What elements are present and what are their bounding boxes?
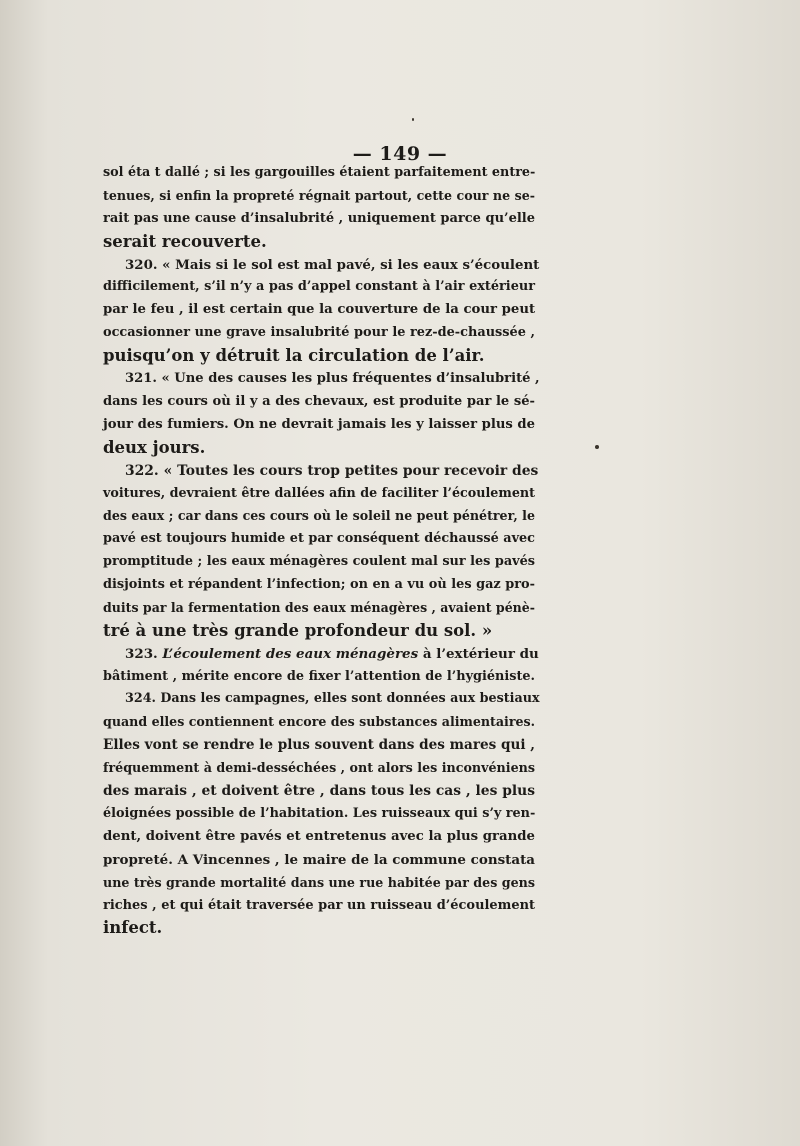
paragraph-321-first-line: 321. « Une des causes les plus fréquentes d’insalubrité , — [125, 371, 540, 387]
text-line: une très grande mortalité dans une rue habitée par des gens — [103, 874, 535, 890]
paragraph-320-first-line: 320. « Mais si le sol est mal pavé, si les eaux s’écoulent — [125, 256, 540, 273]
text-line: dans les cours où il y a des chevaux, est produite par le sé- — [103, 393, 535, 409]
text-line: Elles vont se rendre le plus souvent dans des mares qui , — [103, 737, 535, 754]
text-line: des eaux ; car dans ces cours où le soleil ne peut pénétrer, le — [103, 508, 535, 524]
paragraph-324-first-line: 324. Dans les campagnes, elles sont données aux bestiaux — [125, 691, 540, 707]
text-line: quand elles contiennent encore des substances alimentaires. — [103, 714, 535, 730]
text-line: propreté. A Vincennes , le maire de la commune constata — [103, 851, 535, 868]
text-line: deux jours. — [103, 437, 206, 457]
paragraph-322-first-line: 322. « Toutes les cours trop petites pour recevoir des — [125, 462, 539, 479]
text-line: pavé est toujours humide et par conséquent déchaussé avec — [103, 531, 535, 547]
text-line: occasionner une grave insalubrité pour le rez-de-chaussée , — [103, 325, 535, 341]
text-line: fréquemment à demi-desséchées , ont alors les inconvéniens — [103, 760, 535, 776]
text-line: éloignées possible de l’habitation. Les ruisseaux qui s’y ren- — [103, 805, 536, 821]
text-line: sol éta t dallé ; si les gargouilles étaient parfaitement entre- — [103, 165, 536, 180]
text-line: jour des fumiers. On ne devrait jamais les y laisser plus de — [103, 416, 535, 432]
italic-phrase: L’écoulement des eaux ménagères — [162, 645, 419, 662]
body-text — [103, 162, 540, 940]
text-line: par le feu , il est certain que la couverture de la cour peut — [103, 302, 536, 318]
text-line: tenues, si enfin la propreté régnait partout, cette cour ne se- — [103, 187, 535, 203]
paragraph-323-first-line — [103, 643, 539, 666]
paragraph-number: 323. — [125, 645, 158, 662]
text-line: rait pas une cause d’insalubrité , uniquement parce qu’elle — [103, 210, 535, 226]
text-line: infect. — [103, 918, 163, 938]
text-line: duits par la fermentation des eaux ménagères , avaient pénè- — [103, 599, 535, 615]
text-line: serait recouverte. — [103, 231, 267, 251]
line-ending: à l’extérieur du — [422, 645, 539, 662]
text-line: riches , et qui était traversée par un ruisseau d’écoulement — [103, 897, 535, 913]
ink-spot — [595, 445, 599, 449]
text-line: difficilement, s’il n’y a pas d’appel constant à l’air extérieur — [103, 279, 535, 295]
text-line: bâtiment , mérite encore de fixer l’attention de l’hygiéniste. — [103, 668, 535, 684]
text-line: puisqu’on y détruit la circulation de l’air. — [103, 346, 485, 366]
text-line: tré à une très grande profondeur du sol. » — [103, 620, 493, 640]
text-line: voitures, devraient être dallées afin de faciliter l’écoulement — [103, 485, 535, 501]
text-line: promptitude ; les eaux ménagères coulent mal sur les pavés — [103, 554, 535, 570]
page-number: — 149 — — [352, 143, 448, 165]
ink-spot — [412, 118, 414, 121]
text-line: disjoints et répandent l’infection; on en a vu où les gaz pro- — [103, 577, 535, 593]
text-line: dent, doivent être pavés et entretenus avec la plus grande — [103, 828, 535, 844]
text-line: des marais , et doivent être , dans tous les cas , les plus — [103, 783, 535, 800]
